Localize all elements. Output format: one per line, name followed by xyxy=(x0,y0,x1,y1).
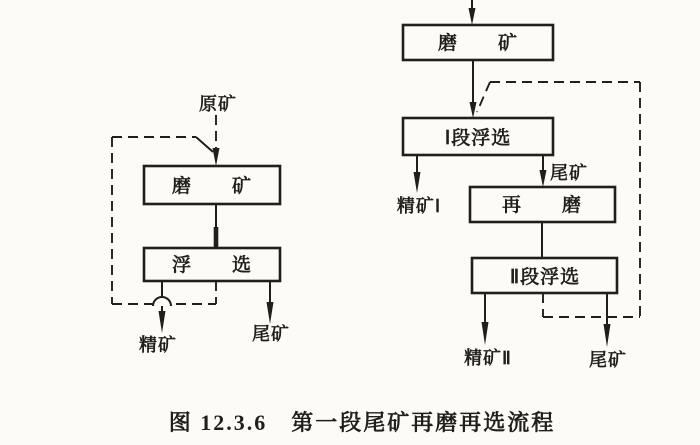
right-tailings-label: 尾矿 xyxy=(589,350,627,370)
left-grind-input-arrow-icon xyxy=(213,148,220,166)
left-concentrate-arrow-icon xyxy=(159,311,166,333)
right-concentrate2-arrow-icon xyxy=(482,322,489,345)
figure-caption: 图 12.3.6 第一段尾矿再磨再选流程 xyxy=(168,410,556,435)
right-concentrate1-label: 精矿Ⅰ xyxy=(396,196,442,216)
right-grind-label: 磨 矿 xyxy=(437,33,519,54)
right-mid-tailings-label: 尾矿 xyxy=(550,163,588,183)
left-flotation-label: 浮 选 xyxy=(171,255,253,276)
right-stage1-flotation-label: Ⅰ段浮选 xyxy=(444,128,512,149)
left-feed-label: 原矿 xyxy=(199,94,237,114)
left-line-hop-bridge xyxy=(153,297,171,306)
right-concentrate2-label: 精矿Ⅱ xyxy=(464,348,512,368)
left-concentrate-label: 精矿 xyxy=(139,335,177,355)
right-stage1-input-arrow-icon xyxy=(470,102,477,118)
right-flow-chart xyxy=(397,0,640,370)
right-stage2-flotation-label: Ⅱ段浮选 xyxy=(509,267,581,288)
right-recycle-join-diagonal xyxy=(477,82,490,112)
left-grind-label: 磨 矿 xyxy=(171,176,253,197)
right-mid-tailings-arrow-icon xyxy=(540,170,547,187)
right-concentrate1-arrow-icon xyxy=(414,172,421,193)
right-tailings-arrow-icon xyxy=(604,324,611,347)
left-recycle-join-diagonal xyxy=(196,137,213,152)
left-tailings-arrow-icon xyxy=(267,302,274,324)
right-regrind-label: 再 磨 xyxy=(501,195,583,216)
left-flow-chart xyxy=(112,93,290,355)
left-tailings-label: 尾矿 xyxy=(252,324,290,344)
right-feed-arrow-icon xyxy=(469,8,476,25)
